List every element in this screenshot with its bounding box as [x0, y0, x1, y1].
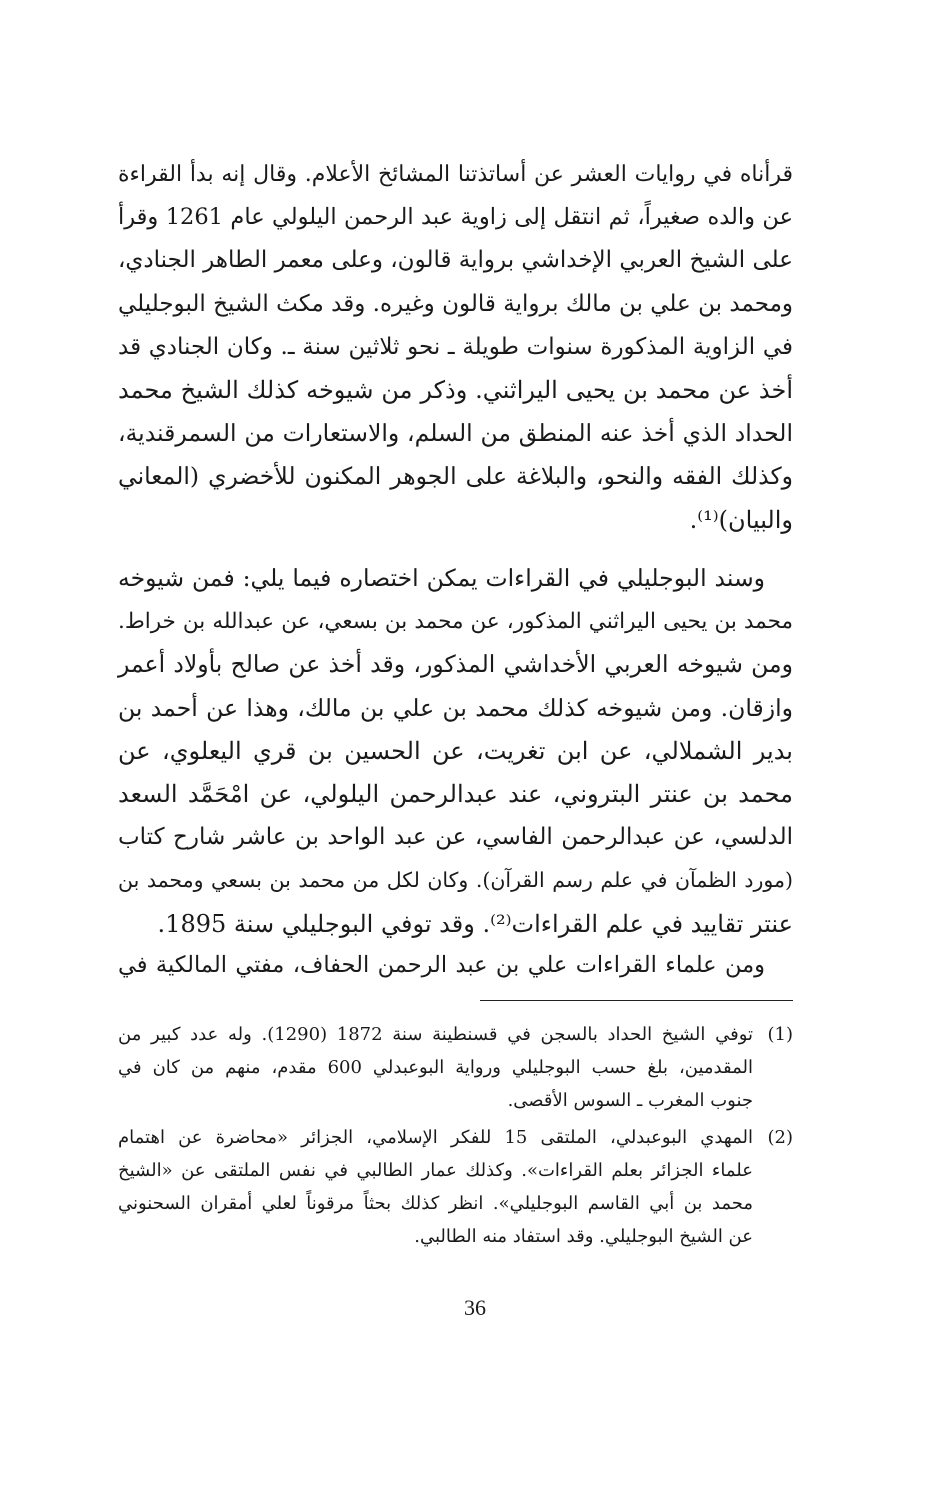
page-number: 36: [464, 1295, 486, 1320]
footnote-number: (2): [767, 1127, 793, 1148]
text-line: الدلسي، عن عبدالرحمن الفاسي، عن عبد الواحد بن عاشر شارح كتاب: [118, 824, 793, 851]
text-line: وكذلك الفقه والنحو، والبلاغة على الجوهر المكنون للأخضري (المعاني: [118, 462, 793, 491]
text-line: (مورد الظمآن في علم رسم القرآن). وكان لكل من محمد بن بسعي ومحمد بن: [118, 868, 793, 893]
text-line: بدير الشملالي، عن ابن تغريت، عن الحسين بن قري اليعلوي، عن: [118, 736, 793, 765]
footnote-line: محمد بن أبي القاسم البوجليلي». انظر كذلك بحثاً مرقوناً لعلي أمقران السحنوني: [118, 1193, 753, 1214]
footnotes: [118, 1018, 793, 1257]
text-line: في الزاوية المذكورة سنوات طويلة ـ نحو ثلاثين سنة ـ. وكان الجنادي قد: [118, 333, 793, 360]
text-line: قرأناه في روايات العشر عن أساتذتنا المشائخ الأعلام. وقال إنه بدأ القراءة: [118, 162, 793, 187]
text-line: أخذ عن محمد بن يحيى اليراثني. وذكر من شيوخه كذلك الشيخ محمد: [118, 376, 793, 405]
paragraph-3: [118, 944, 793, 987]
footnote-line: علماء الجزائر بعلم القراءات». وكذلك عمار الطالبي في نفس الملتقى عن «الشيخ: [118, 1160, 753, 1181]
paragraph-2: [118, 557, 793, 946]
paragraph-1: [118, 153, 793, 542]
footnote-1: [118, 1018, 793, 1117]
footnote-line: المهدي البوعبدلي، الملتقى 15 للفكر الإسلامي، الجزائر «محاضرة عن اهتمام: [118, 1127, 753, 1148]
text-line: وازقان. ومن شيوخه كذلك محمد بن علي بن مالك، وهذا عن أحمد بن: [118, 693, 793, 722]
footnote-line: توفي الشيخ الحداد بالسجن في قسنطينة سنة 1872 (1290). وله عدد كبير من: [118, 1024, 753, 1045]
footnote-line: المقدمين، بلغ حسب البوجليلي ورواية البوعبدلي 600 مقدم، منهم من كان في: [118, 1057, 753, 1078]
text-line: ومحمد بن علي بن مالك برواية قالون وغيره. وقد مكث الشيخ البوجليلي: [118, 290, 793, 317]
text-line: ومن علماء القراءات علي بن عبد الرحمن الحفاف، مفتي المالكية في: [118, 952, 765, 978]
text-line: عن والده صغيراً، ثم انتقل إلى زاوية عبد الرحمن اليلولي عام 1261 وقرأ: [118, 204, 793, 231]
text-line: وسند البوجليلي في القراءات يمكن اختصاره فيما يلي: فمن شيوخه: [118, 564, 765, 592]
footnote-line: جنوب المغرب ـ السوس الأقصى.: [507, 1090, 753, 1111]
footnote-line: عن الشيخ البوجليلي. وقد استفاد منه الطالبي.: [414, 1226, 753, 1247]
footnote-number: (1): [767, 1024, 793, 1045]
text-line: ومن شيوخه العربي الأخداشي المذكور، وقد أخذ عن صالح بأولاد أعمر: [118, 650, 793, 679]
text-line: محمد بن يحيى اليراثني المذكور، عن محمد بن بسعي، عن عبدالله بن خراط.: [118, 609, 793, 635]
text-line: والبيان)⁽¹⁾.: [689, 505, 793, 534]
text-line: عنتر تقاييد في علم القراءات⁽²⁾. وقد توفي البوجليلي سنة 1895.: [157, 909, 793, 938]
text-line: الحداد الذي أخذ عنه المنطق من السلم، والاستعارات من السمرقندية،: [118, 419, 793, 448]
text-line: على الشيخ العربي الإخداشي برواية قالون، وعلى معمر الطاهر الجنادي،: [118, 247, 793, 274]
text-line: محمد بن عنتر البتروني، عند عبدالرحمن اليلولي، عن امْحَمَّد السعد: [118, 780, 793, 809]
footnote-2: [118, 1121, 793, 1253]
footnote-separator: [480, 1000, 793, 1001]
